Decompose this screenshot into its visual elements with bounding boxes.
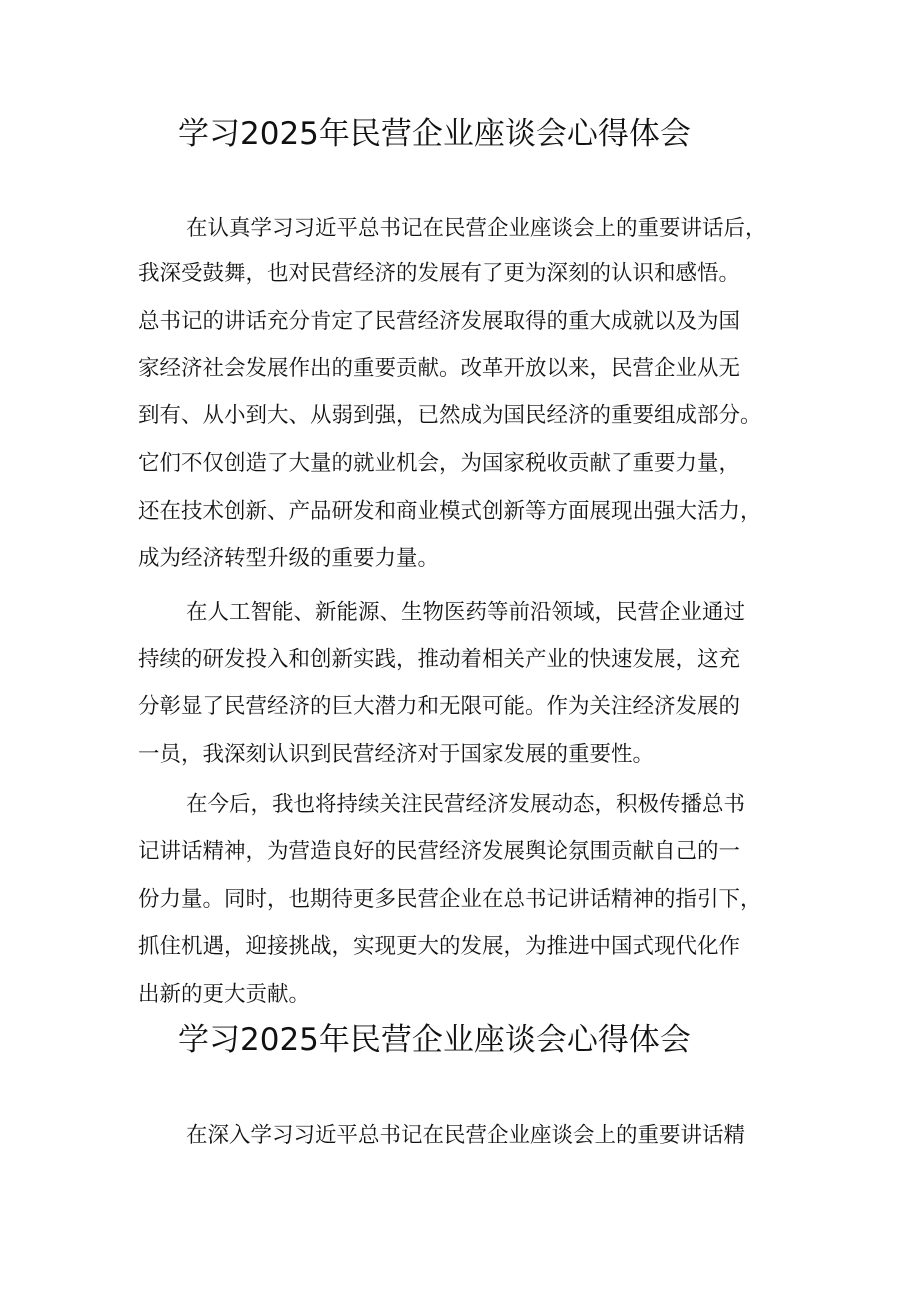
paragraph-1-line-1: 在认真学习习近平总书记在民营企业座谈会上的重要讲话后，	[186, 216, 767, 241]
paragraph-3-line-2: 记讲话精神，为营造良好的民营经济发展舆论氛围贡献自己的一	[138, 839, 741, 864]
paragraph-1-line-2: 我深受鼓舞，也对民营经济的发展有了更为深刻的认识和感悟。	[138, 261, 741, 286]
paragraph-4-line-1: 在深入学习习近平总书记在民营企业座谈会上的重要讲话精	[186, 1123, 746, 1148]
document-title: 学习2025年民营企业座谈会心得体会	[178, 116, 691, 152]
paragraph-1-line-7: 还在技术创新、产品研发和商业模式创新等方面展现出强大活力，	[138, 499, 762, 524]
paragraph-2-line-1: 在人工智能、新能源、生物医药等前沿领域，民营企业通过	[186, 600, 746, 625]
paragraph-2-line-2: 持续的研发投入和创新实践，推动着相关产业的快速发展，这充	[138, 647, 741, 672]
paragraph-3-line-1: 在今后，我也将持续关注民营经济发展动态，积极传播总书	[186, 792, 746, 817]
paragraph-1-line-8: 成为经济转型升级的重要力量。	[138, 546, 440, 571]
paragraph-1-line-6: 它们不仅创造了大量的就业机会，为国家税收贡献了重要力量，	[138, 451, 741, 476]
paragraph-3-line-5: 出新的更大贡献。	[138, 982, 311, 1007]
paragraph-2-line-4: 一员，我深刻认识到民营经济对于国家发展的重要性。	[138, 742, 655, 767]
paragraph-2-line-3: 分彰显了民营经济的巨大潜力和无限可能。作为关注经济发展的	[138, 694, 741, 719]
paragraph-1-line-4: 家经济社会发展作出的重要贡献。改革开放以来，民营企业从无	[138, 356, 741, 381]
document-title-repeat: 学习2025年民营企业座谈会心得体会	[178, 1022, 691, 1058]
paragraph-3-line-3: 份力量。同时，也期待更多民营企业在总书记讲话精神的指引下，	[138, 887, 762, 912]
paragraph-3-line-4: 抓住机遇，迎接挑战，实现更大的发展，为推进中国式现代化作	[138, 934, 741, 959]
paragraph-1-line-5: 到有、从小到大、从弱到强，已然成为国民经济的重要组成部分。	[138, 403, 762, 428]
paragraph-1-line-3: 总书记的讲话充分肯定了民营经济发展取得的重大成就以及为国	[138, 309, 741, 334]
